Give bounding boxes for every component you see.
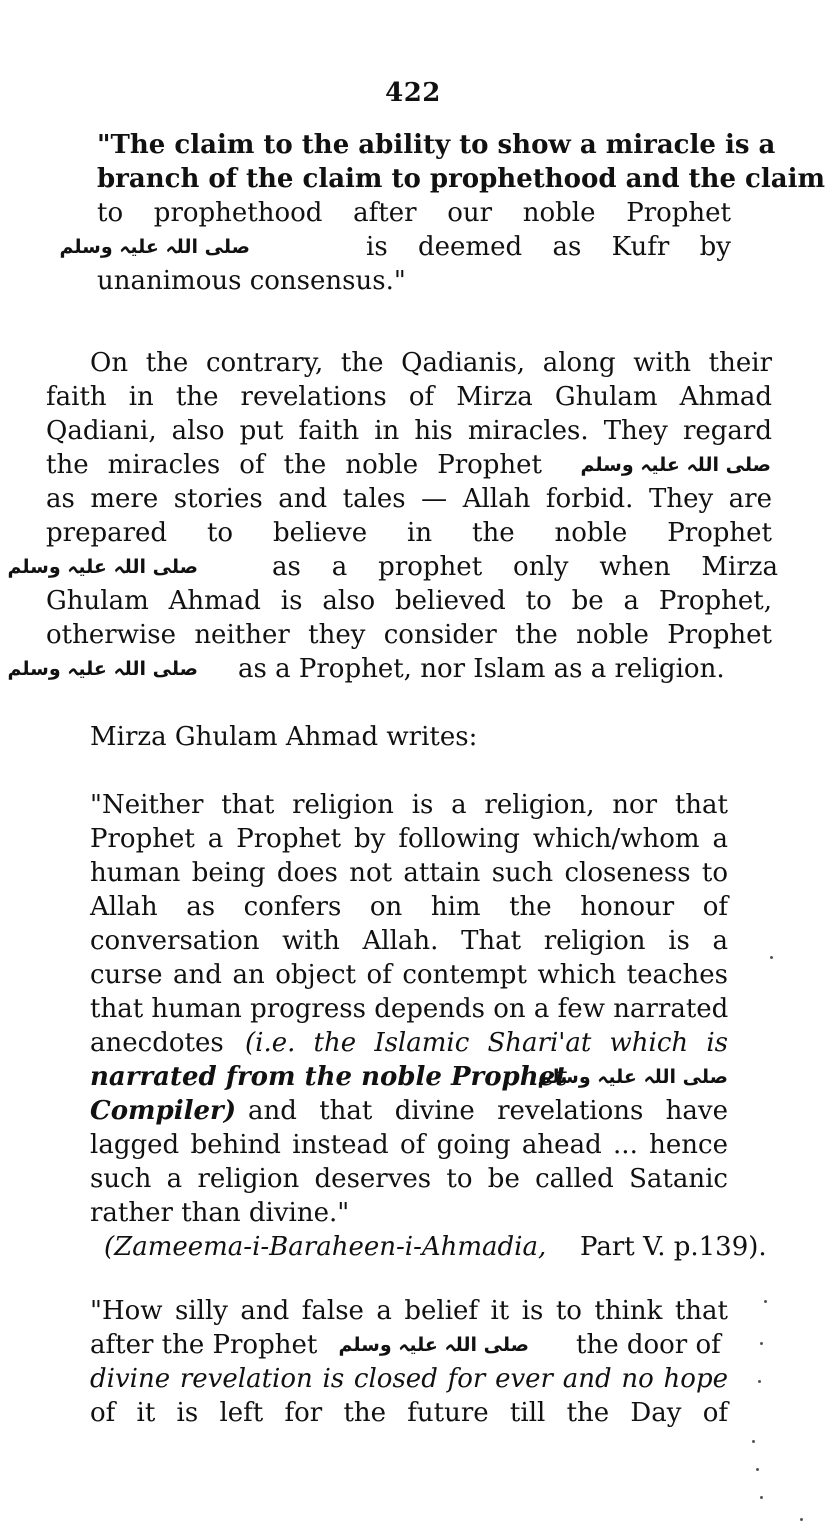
para2-line-1: On the contrary, the Qadianis, along with their bbox=[90, 348, 772, 378]
scan-speck bbox=[760, 1342, 763, 1345]
scan-speck bbox=[764, 1300, 767, 1303]
quote1-line-4: is deemed as Kufr by bbox=[366, 232, 731, 262]
quote3-line-4: of it is left for the future till the Day of bbox=[90, 1398, 728, 1428]
quote2-line-8b: (i.e. the Islamic Shari'at which is bbox=[245, 1028, 728, 1058]
quote3-line-1: "How silly and false a belief it is to think that bbox=[90, 1296, 728, 1326]
para2-line-8: Ghulam Ahmad is also believed to be a Prophet, bbox=[46, 586, 772, 616]
intro-line: Mirza Ghulam Ahmad writes: bbox=[90, 722, 478, 752]
quote2-line-13: rather than divine." bbox=[90, 1198, 350, 1228]
quote1-line-5: unanimous consensus." bbox=[97, 266, 406, 296]
scan-speck bbox=[758, 1380, 761, 1383]
para2-line-6: prepared to believe in the noble Prophet bbox=[46, 518, 772, 548]
quote2-line-8a: anecdotes bbox=[90, 1028, 224, 1058]
salutation-arabic-1: صلی اللہ علیہ وسلم bbox=[59, 236, 250, 258]
scan-speck bbox=[752, 1440, 755, 1443]
salutation-arabic-4: صلی اللہ علیہ وسلم bbox=[7, 658, 198, 680]
para2-line-3: Qadiani, also put faith in his miracles. They regard bbox=[46, 416, 772, 446]
para2-line-10: as a Prophet, nor Islam as a religion. bbox=[238, 654, 725, 684]
quote1-line-3: to prophethood after our noble Prophet bbox=[97, 198, 731, 228]
citation-source: (Zameema-i-Baraheen-i-Ahmadia, bbox=[104, 1232, 547, 1262]
quote2-line-5: conversation with Allah. That religion is a bbox=[90, 926, 728, 956]
quote2-line-4: Allah as confers on him the honour of bbox=[90, 892, 728, 922]
quote3-line-2b: the door of bbox=[576, 1330, 721, 1360]
quote2-line-10b: and that divine revelations have bbox=[248, 1096, 728, 1126]
quote2-line-11: lagged behind instead of going ahead ... hence bbox=[90, 1130, 728, 1160]
para2-line-2: faith in the revelations of Mirza Ghulam Ahmad bbox=[46, 382, 772, 412]
scan-speck bbox=[760, 1496, 763, 1499]
para2-line-4: the miracles of the noble Prophet bbox=[46, 450, 542, 480]
quote2-line-1: "Neither that religion is a religion, nor that bbox=[90, 790, 728, 820]
para2-line-7: as a prophet only when Mirza bbox=[272, 552, 778, 582]
para2-line-5: as mere stories and tales — Allah forbid. They are bbox=[46, 484, 772, 514]
scan-speck bbox=[800, 1518, 803, 1521]
para2-line-9: otherwise neither they consider the noble Prophet bbox=[46, 620, 772, 650]
page-number: 422 bbox=[385, 78, 441, 108]
quote2-line-12: such a religion deserves to be called Satanic bbox=[90, 1164, 728, 1194]
quote1-line-2: branch of the claim to prophethood and the claim bbox=[97, 164, 825, 194]
quote3-line-2a: after the Prophet bbox=[90, 1330, 318, 1360]
quote2-line-10a: Compiler) bbox=[90, 1096, 237, 1126]
quote2-line-6: curse and an object of contempt which teaches bbox=[90, 960, 728, 990]
salutation-arabic-2: صلی اللہ علیہ وسلم bbox=[580, 454, 771, 476]
salutation-arabic-3: صلی اللہ علیہ وسلم bbox=[7, 556, 198, 578]
salutation-arabic-5: صلی اللہ علیہ وسلم bbox=[537, 1066, 728, 1088]
scan-speck bbox=[756, 1468, 759, 1471]
quote3-line-3: divine revelation is closed for ever and no hope bbox=[90, 1364, 728, 1394]
quote2-line-9: narrated from the noble Prophet bbox=[90, 1062, 568, 1092]
quote2-line-2: Prophet a Prophet by following which/whom a bbox=[90, 824, 728, 854]
quote2-line-7: that human progress depends on a few narrated bbox=[90, 994, 729, 1024]
salutation-arabic-6: صلی اللہ علیہ وسلم bbox=[338, 1334, 529, 1356]
quote2-line-3: human being does not attain such closeness to bbox=[90, 858, 728, 888]
scan-speck bbox=[770, 956, 773, 959]
citation-ref: Part V. p.139). bbox=[580, 1232, 767, 1262]
quote1-line-1: "The claim to the ability to show a miracle is a bbox=[97, 130, 776, 160]
